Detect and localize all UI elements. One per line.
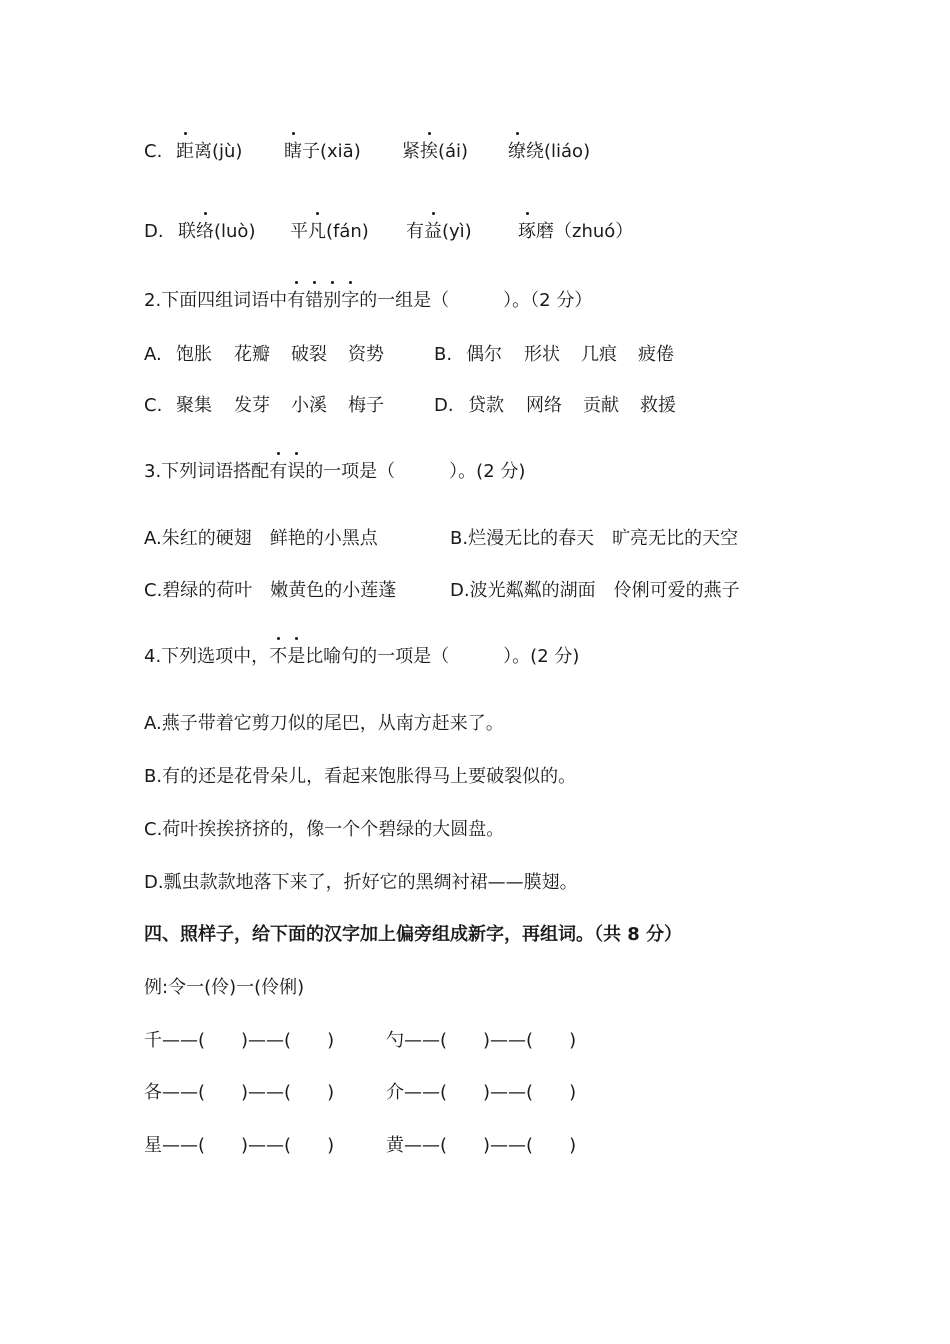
q3-option-c: C.碧绿的荷叶 嫩黄色的小莲蓬 (144, 580, 397, 601)
q1-d-item-2: 平凡(fán) (290, 219, 369, 245)
q3-option-d: D.波光粼粼的湖面 伶俐可爱的燕子 (450, 580, 740, 601)
fill-item: 勺——( )——( ) (386, 1030, 577, 1051)
q2-option-a: A. 饱胀 花瓣 破裂 资势 (144, 344, 384, 365)
fill-item: 星——( )——( ) (144, 1135, 335, 1156)
section-4-example: 例:令一(伶)一(伶俐) (144, 977, 305, 998)
fill-item: 千——( )——( ) (144, 1030, 335, 1051)
q1-option-c (144, 139, 591, 165)
q1-option-d (144, 219, 634, 245)
q4-option-a: A.燕子带着它剪刀似的尾巴，从南方赶来了。 (144, 713, 504, 734)
option-label: C. (144, 141, 163, 162)
q3-option-b: B.烂漫无比的春天 旷亮无比的天空 (450, 528, 739, 549)
fill-item: 黄——( )——( ) (386, 1135, 577, 1156)
q3-stem: 3.下列词语搭配有误的一项是（ ）。(2 分) (144, 459, 525, 485)
q4-stem: 4.下列选项中，不是比喻句的一项是（ ）。(2 分) (144, 644, 579, 670)
q4-option-c: C.荷叶挨挨挤挤的，像一个个碧绿的大圆盘。 (144, 819, 505, 840)
q1-d-item-4: 琢磨（zhuó） (518, 219, 633, 245)
q2-option-c: C. 聚集 发芽 小溪 梅子 (144, 395, 384, 416)
q4-option-d: D.瓢虫款款地落下来了，折好它的黑绸衬裙——膜翅。 (144, 872, 578, 893)
option-label: D. (144, 221, 164, 242)
section-4-heading: 四、照样子，给下面的汉字加上偏旁组成新字，再组词。（共 8 分） (144, 924, 683, 945)
q2-option-b: B. 偶尔 形状 几痕 疲倦 (434, 344, 674, 365)
fill-item: 各——( )——( ) (144, 1082, 335, 1103)
q1-c-item-2: 瞎子(xiā) (284, 139, 361, 165)
q2-option-d: D. 贷款 网络 贡献 救援 (434, 395, 676, 416)
q2-stem: 2.下面四组词语中有错别字的一组是（ ）。（2 分） (144, 288, 592, 314)
q1-c-item-4: 缭绕(liáo) (508, 139, 590, 165)
fill-item: 介——( )——( ) (386, 1082, 577, 1103)
q3-option-a: A.朱红的硬翅 鲜艳的小黑点 (144, 528, 378, 549)
q1-c-item-1: 距离(jù) (176, 139, 242, 165)
q1-d-item-3: 有益(yì) (406, 219, 472, 245)
q4-option-b: B.有的还是花骨朵儿，看起来饱胀得马上要破裂似的。 (144, 766, 577, 787)
q1-c-item-3: 紧挨(ái) (402, 139, 468, 165)
q1-d-item-1: 联络(luò) (178, 219, 255, 245)
